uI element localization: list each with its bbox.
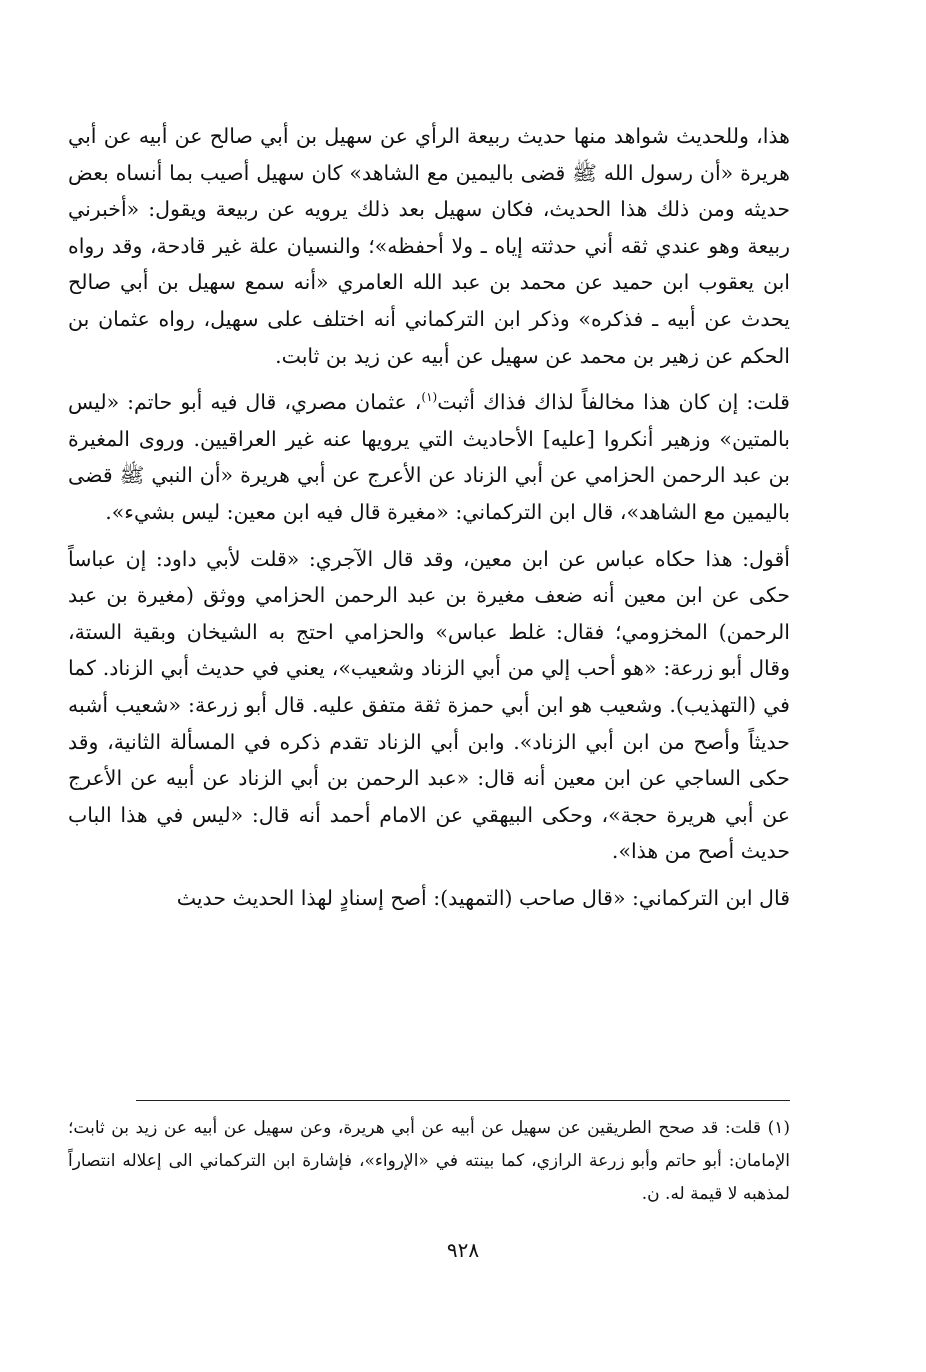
footnote-divider [136, 1100, 790, 1101]
paragraph-3: أقول: هذا حكاه عباس عن ابن معين، وقد قال الآجري: «قلت لأبي داود: إن عباساً حكى عن ابن معين أنه ضعف مغيرة بن عبد الرحمن الحزامي ووثق (مغيرة بن عبد الرحمن) المخزومي؛ فقال: غلط عباس» والحزامي احتج به الشيخان وبقية الستة، وقال أبو زرعة: «هو أحب إلي من أبي الزناد وشعيب»، يعني في حديث أبي الزناد. كما في (التهذيب). وشعيب هو ابن أبي حمزة ثقة متفق عليه. قال أبو زرعة: «شعيب أشبه حديثاً وأصح من ابن أبي الزناد». وابن أبي الزناد تقدم ذكره في المسألة الثانية، وقد حكى الساجي عن ابن معين أنه قال: «عبد الرحمن بن أبي الزناد عن أبيه عن الأعرج عن أبي هريرة حجة»، وحكى البيهقي عن الامام أحمد أنه قال: «ليس في هذا الباب حديث أصح من هذا». [68, 546, 790, 864]
footnote: (١) قلت: قد صحح الطريقين عن سهيل عن أبيه عن أبي هريرة، وعن سهيل عن أبيه عن زيد بن ثابت؛ الإمامان: أبو حاتم وأبو زرعة الرازي، كما بينته في «الإرواء»، فإشارة ابن التركماني الى إعلاله انتصاراً لمذهبه لا قيمة له. ن. [68, 1118, 790, 1204]
paragraph-1: هذا، وللحديث شواهد منها حديث ربيعة الرأي عن سهيل بن أبي صالح عن أبيه عن أبي هريرة «أن رسول الله ﷺ قضى باليمين مع الشاهد» كان سهيل أصيب بما أنساه بعض حديثه ومن ذلك هذا الحديث، فكان سهيل بعد ذلك يرويه عن ربيعة ويقول: «أخبرني ربيعة وهو عندي ثقه أني حدثته إياه ـ ولا أحفظه»؛ والنسيان علة غير قادحة، وقد رواه ابن يعقوب ابن حميد عن محمد بن عبد الله العامري «أنه سمع سهيل بن أبي صالح يحدث عن أبيه ـ فذكره» وذكر ابن التركماني أنه اختلف على سهيل، رواه عثمان بن الحكم عن زهير بن محمد عن سهيل عن أبيه عن زيد بن ثابت. [68, 124, 790, 368]
paragraph-2-before-ref: قلت: إن كان هذا مخالفاً لذاك فذاك أثبت [437, 390, 790, 415]
page-number: ٩٢٨ [446, 1238, 480, 1262]
paragraph-2 [68, 384, 790, 530]
paragraph-4: قال ابن التركماني: «قال صاحب (التمهيد): أصح إسنادٍ لهذا الحديث حديث [176, 885, 790, 910]
paragraph-2-after-ref: ، عثمان مصري، قال فيه أبو حاتم: «ليس بالمتين» وزهير أنكروا [عليه] الأحاديث التي يرويها عنه غير العراقيين. وروى المغيرة بن عبد الرحمن الحزامي عن أبي الزناد عن الأعرج عن أبي هريرة «أن النبي ﷺ قضى باليمين مع الشاهد»، قال ابن التركماني: «مغيرة قال فيه ابن معين: ليس بشيء». [68, 390, 790, 524]
footnote-reference: (١) [421, 390, 438, 405]
main-text [68, 118, 790, 916]
